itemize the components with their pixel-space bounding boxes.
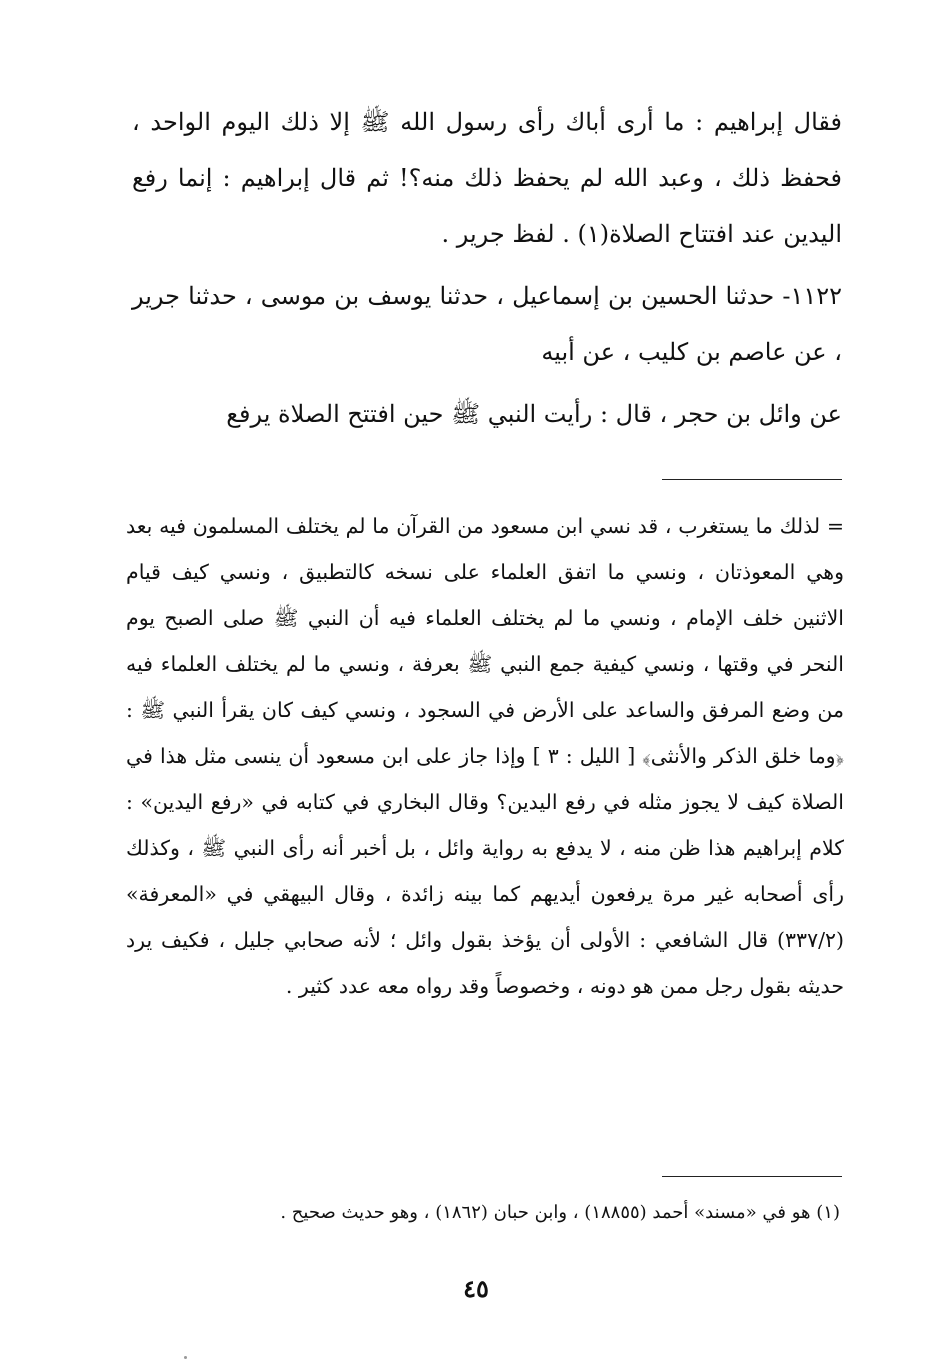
page-number: ٤٥ (463, 1274, 489, 1303)
scan-speck (184, 1356, 187, 1359)
footnote-1-text: (١) هو في «مسند» أحمد (١٨٨٥٥) ، وابن حبان (١٨٦٢) ، وهو حديث صحيح . (280, 1202, 840, 1223)
main-paragraph-3: عن وائل بن حجر ، قال : رأيت النبي ﷺ حين افتتح الصلاة يرفع (226, 400, 842, 428)
footnote-separator-bottom (662, 1176, 842, 1177)
main-paragraph-1: فقال إبراهيم : ما أرى أباك رأى رسول الله ﷺ إلا ذلك اليوم الواحد ، فحفظ ذلك ، وعبد الله لم يحفظ ذلك منه؟! ثم قال إبراهيم : إنما رفع اليدين عند افتتاح الصلاة(١) . لفظ جرير . (132, 108, 842, 248)
footnote-continuation-text: = لذلك ما يستغرب ، قد نسي ابن مسعود من القرآن ما لم يختلف المسلمون فيه بعد وهي المعوذتان ، ونسي ما اتفق العلماء على نسخه كالتطبيق ، ونسي كيف قيام الاثنين خلف الإمام ، ونسي ما لم يختلف العلماء فيه أن النبي ﷺ صلى الصبح يوم النحر في وقتها ، ونسي كيفية جمع النبي ﷺ بعرفة ، ونسي ما لم يختلف العلماء فيه من وضع المرفق والساعد على الأرض في السجود ، ونسي كيف كان يقرأ النبي ﷺ : ﴿وما خلق الذكر والأنثى﴾ [ الليل : ٣ ] وإذا جاز على ابن مسعود أن ينسى مثل هذا في الصلاة كيف لا يجوز مثله في رفع اليدين؟ وقال البخاري في كتابه في «رفع اليدين» : كلام إبراهيم هذا ظن منه ، لا يدفع به رواية وائل ، بل أخبر أنه رأى النبي ﷺ ، وكذلك رأى أصحابه غير مرة يرفعون أيديهم كما بينه زائدة ، وقال البيهقي في «المعرفة» (٣٣٧/٢) قال الشافعي : الأولى أن يؤخذ بقول وائل ؛ لأنه صحابي جليل ، فكيف يرد حديثه بقول رجل ممن هو دونه ، وخصوصاً وقد رواه معه عدد كثير . (126, 514, 844, 998)
main-text-block (132, 94, 842, 442)
footnote-separator-top (662, 479, 842, 480)
footnote-continuation-block (126, 503, 844, 1009)
footnote-1 (130, 1198, 840, 1228)
main-paragraph-2-hadith-1122: ١١٢٢- حدثنا الحسين بن إسماعيل ، حدثنا يوسف بن موسى ، حدثنا جرير ، عن عاصم بن كليب ، عن أبيه (132, 282, 842, 366)
